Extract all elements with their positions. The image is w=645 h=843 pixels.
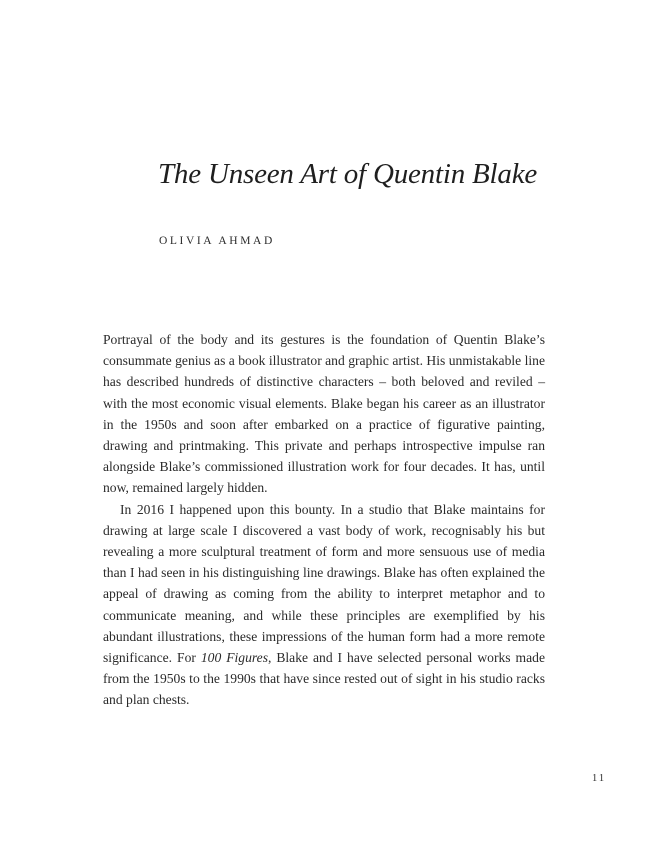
author-byline: OLIVIA AHMAD <box>159 235 275 247</box>
page-number: 11 <box>592 773 607 784</box>
paragraph-text: In 2016 I happened upon this bounty. In a studio that Blake maintains for drawing at large scale I discovered a vast body of work, recognisably his but revealing a more sculptural treatment of form and more sensuous use of media than I had seen in his distinguishing line drawings. Blake has often explained the appeal of drawing as coming from the ability to interpret metaphor and to communicate meaning, and while these principles are exemplified by his abundant illustrations, these impressions of the human form had a more remote significance. For <box>103 501 545 666</box>
body-paragraph <box>103 499 545 711</box>
article-body <box>103 329 545 711</box>
page-title: The Unseen Art of Quentin Blake <box>158 158 538 190</box>
paragraph-text: , Blake and I have selected personal works made from the 1950s to the 1990s that have since rested out of sight in his studio racks and plan chests. <box>103 650 545 708</box>
body-paragraph: Portrayal of the body and its gestures is the foundation of Quentin Blake’s consummate genius as a book illustrator and graphic artist. His unmistakable line has described hundreds of distinctive characters – both beloved and reviled – with the most economic visual elements. Blake began his career as an illustrator in the 1950s and soon after embarked on a practice of figurative painting, drawing and printmaking. This private and perhaps introspective impulse ran alongside Blake’s commissioned illustration work for four decades. It has, until now, remained largely hidden. <box>103 332 545 496</box>
book-title-italic: 100 Figures <box>200 650 268 666</box>
